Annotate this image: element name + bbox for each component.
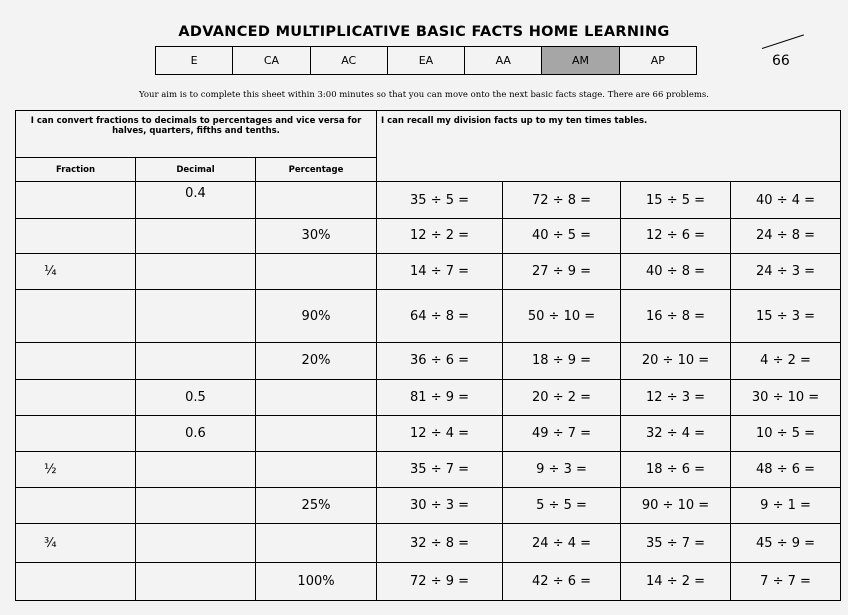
decimal-header: Decimal — [136, 158, 256, 182]
percentage-cell[interactable] — [256, 182, 377, 218]
decimal-cell[interactable] — [136, 452, 256, 488]
fraction-cell[interactable]: ½ — [16, 452, 136, 488]
percentage-cell[interactable]: 100% — [256, 562, 377, 600]
percentage-cell[interactable]: 25% — [256, 488, 377, 524]
division-problem: 12 ÷ 3 = — [621, 379, 731, 415]
table-row — [16, 290, 841, 343]
division-problem: 14 ÷ 7 = — [377, 253, 503, 289]
score-slash — [762, 34, 804, 49]
division-problem: 32 ÷ 8 = — [377, 524, 503, 562]
fraction-cell[interactable] — [16, 415, 136, 451]
division-problem: 12 ÷ 4 = — [377, 415, 503, 451]
division-problem: 36 ÷ 6 = — [377, 343, 503, 379]
decimal-cell[interactable] — [136, 343, 256, 379]
fraction-cell[interactable] — [16, 218, 136, 253]
division-problem: 14 ÷ 2 = — [621, 562, 731, 600]
decimal-cell[interactable] — [136, 290, 256, 343]
division-problem: 40 ÷ 8 = — [621, 253, 731, 289]
fraction-cell[interactable] — [16, 562, 136, 600]
table-row — [16, 562, 841, 600]
division-problem: 5 ÷ 5 = — [503, 488, 621, 524]
stage-ac[interactable]: AC — [310, 47, 387, 75]
stage-ca[interactable]: CA — [233, 47, 310, 75]
division-problem: 35 ÷ 7 = — [377, 452, 503, 488]
percentage-cell[interactable] — [256, 379, 377, 415]
table-row — [16, 415, 841, 451]
fraction-header: Fraction — [16, 158, 136, 182]
division-problem: 20 ÷ 2 = — [503, 379, 621, 415]
division-problem: 35 ÷ 5 = — [377, 182, 503, 218]
division-problem: 27 ÷ 9 = — [503, 253, 621, 289]
division-problem: 32 ÷ 4 = — [621, 415, 731, 451]
division-problem: 10 ÷ 5 = — [731, 415, 841, 451]
division-problem: 48 ÷ 6 = — [731, 452, 841, 488]
division-problem: 4 ÷ 2 = — [731, 343, 841, 379]
table-row — [16, 452, 841, 488]
division-problem: 24 ÷ 3 = — [731, 253, 841, 289]
division-problem: 12 ÷ 6 = — [621, 218, 731, 253]
percentage-header: Percentage — [256, 158, 377, 182]
fraction-cell[interactable]: ¼ — [16, 253, 136, 289]
division-problem: 18 ÷ 9 = — [503, 343, 621, 379]
division-problem: 18 ÷ 6 = — [621, 452, 731, 488]
table-row — [16, 379, 841, 415]
division-problem: 9 ÷ 1 = — [731, 488, 841, 524]
division-problem: 90 ÷ 10 = — [621, 488, 731, 524]
decimal-cell[interactable]: 0.5 — [136, 379, 256, 415]
percentage-cell[interactable] — [256, 524, 377, 562]
division-problem: 45 ÷ 9 = — [731, 524, 841, 562]
division-problem: 72 ÷ 9 = — [377, 562, 503, 600]
decimal-cell[interactable]: 0.6 — [136, 415, 256, 451]
conversion-heading: I can convert fractions to decimals to percentages and vice versa for halves, quarters, fifths and tenths. — [16, 111, 377, 158]
division-problem: 49 ÷ 7 = — [503, 415, 621, 451]
decimal-cell[interactable] — [136, 488, 256, 524]
facts-table — [15, 110, 841, 601]
stage-am[interactable]: AM — [542, 47, 619, 75]
fraction-cell[interactable] — [16, 488, 136, 524]
score-total: 66 — [772, 53, 790, 69]
fraction-cell[interactable] — [16, 343, 136, 379]
percentage-cell[interactable] — [256, 415, 377, 451]
division-problem: 7 ÷ 7 = — [731, 562, 841, 600]
division-problem: 24 ÷ 4 = — [503, 524, 621, 562]
decimal-cell[interactable] — [136, 253, 256, 289]
percentage-cell[interactable]: 20% — [256, 343, 377, 379]
fraction-cell[interactable] — [16, 182, 136, 218]
worksheet-title: ADVANCED MULTIPLICATIVE BASIC FACTS HOME LEARNING — [178, 24, 670, 40]
stage-selector — [155, 46, 697, 75]
fraction-cell[interactable] — [16, 379, 136, 415]
division-problem: 30 ÷ 3 = — [377, 488, 503, 524]
table-row — [16, 182, 841, 218]
division-problem: 35 ÷ 7 = — [621, 524, 731, 562]
stage-aa[interactable]: AA — [465, 47, 542, 75]
division-problem: 64 ÷ 8 = — [377, 290, 503, 343]
score-box — [762, 34, 832, 74]
division-heading: I can recall my division facts up to my ten times tables. — [377, 111, 841, 182]
decimal-cell[interactable] — [136, 218, 256, 253]
heading-row — [16, 111, 841, 158]
percentage-cell[interactable] — [256, 253, 377, 289]
table-row — [16, 524, 841, 562]
percentage-cell[interactable] — [256, 452, 377, 488]
division-problem: 24 ÷ 8 = — [731, 218, 841, 253]
division-problem: 15 ÷ 5 = — [621, 182, 731, 218]
table-row — [16, 253, 841, 289]
stage-e[interactable]: E — [156, 47, 233, 75]
division-problem: 20 ÷ 10 = — [621, 343, 731, 379]
stage-ea[interactable]: EA — [387, 47, 464, 75]
table-row — [16, 218, 841, 253]
decimal-cell[interactable] — [136, 524, 256, 562]
division-problem: 9 ÷ 3 = — [503, 452, 621, 488]
percentage-cell[interactable]: 30% — [256, 218, 377, 253]
decimal-cell[interactable] — [136, 562, 256, 600]
table-row — [16, 343, 841, 379]
fraction-cell[interactable]: ¾ — [16, 524, 136, 562]
fraction-cell[interactable] — [16, 290, 136, 343]
division-problem: 15 ÷ 3 = — [731, 290, 841, 343]
percentage-cell[interactable]: 90% — [256, 290, 377, 343]
division-problem: 81 ÷ 9 = — [377, 379, 503, 415]
stage-row — [156, 47, 697, 75]
stage-ap[interactable]: AP — [619, 47, 696, 75]
division-problem: 30 ÷ 10 = — [731, 379, 841, 415]
division-problem: 72 ÷ 8 = — [503, 182, 621, 218]
table-row — [16, 488, 841, 524]
division-problem: 50 ÷ 10 = — [503, 290, 621, 343]
decimal-cell[interactable]: 0.4 — [136, 182, 256, 218]
division-problem: 16 ÷ 8 = — [621, 290, 731, 343]
division-problem: 12 ÷ 2 = — [377, 218, 503, 253]
division-problem: 40 ÷ 5 = — [503, 218, 621, 253]
division-problem: 42 ÷ 6 = — [503, 562, 621, 600]
division-problem: 40 ÷ 4 = — [731, 182, 841, 218]
aim-instructions: Your aim is to complete this sheet within 3:00 minutes so that you can move onto the next basic facts stage. There are 66 problems. — [138, 90, 709, 100]
